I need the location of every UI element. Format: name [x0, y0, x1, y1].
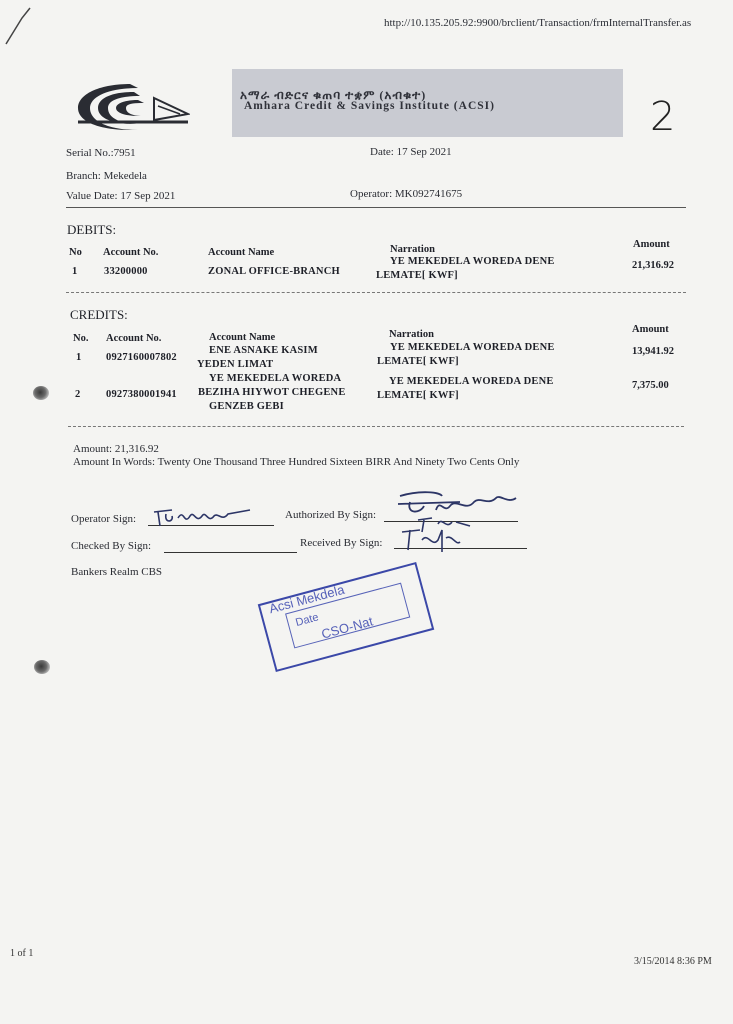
- credit-row2-account-name-line2: BEZIHA HIYWOT CHEGENE: [198, 387, 346, 398]
- operator-sign-label: Operator Sign:: [71, 513, 137, 525]
- debit-row-narration-line1: YE MEKEDELA WOREDA DENE: [390, 256, 555, 267]
- credit-row1-account-name-line1: ENE ASNAKE KASIM: [209, 345, 318, 356]
- operator-label: Operator:: [350, 188, 393, 200]
- office-stamp: [258, 562, 435, 672]
- credit-row2-no: 2: [75, 389, 81, 400]
- serial-value: 7951: [113, 147, 136, 159]
- debits-title: DEBITS:: [67, 222, 117, 237]
- acsi-logo: [70, 78, 190, 136]
- total-amount: [73, 443, 159, 455]
- checked-sign-line: [164, 552, 297, 553]
- page-count: 1 of 1: [10, 948, 34, 959]
- credit-row2-amount: 7,375.00: [632, 380, 669, 391]
- credit-row1-account-no: 0927160007802: [106, 352, 177, 363]
- debit-row-account-no: 33200000: [104, 266, 148, 277]
- total-amount-value: 21,316.92: [114, 443, 159, 455]
- serial-number: [66, 147, 136, 159]
- credit-row1-amount: 13,941.92: [632, 346, 674, 357]
- credit-row2-account-name-line3: GENZEB GEBI: [209, 401, 284, 412]
- credit-row1-narration-line2: LEMATE[ KWF]: [377, 356, 459, 367]
- handwritten-page-number: 2: [650, 94, 676, 140]
- header-divider: [66, 207, 686, 208]
- operator-value: MK092741675: [394, 188, 463, 200]
- branch-value: Mekedela: [103, 170, 147, 182]
- debits-divider: [66, 292, 686, 293]
- credit-row2-narration-line2: LEMATE[ KWF]: [377, 390, 459, 401]
- value-date-label: Value Date:: [66, 190, 118, 202]
- pen-mark: [0, 0, 40, 50]
- value-date: [66, 190, 175, 202]
- system-name: Bankers Realm CBS: [71, 566, 163, 578]
- debit-row-amount: 21,316.92: [632, 260, 674, 271]
- debit-row-no: 1: [72, 266, 78, 277]
- debit-row-account-name: ZONAL OFFICE-BRANCH: [208, 266, 340, 277]
- credit-row2-account-name-line1: YE MEKEDELA WOREDA: [209, 373, 342, 384]
- print-timestamp: 3/15/2014 8:36 PM: [634, 956, 712, 967]
- operator-signature: [150, 500, 270, 530]
- debits-col-amount: Amount: [633, 239, 670, 250]
- debits-col-account-name: Account Name: [208, 247, 275, 258]
- binder-hole-bottom: [34, 660, 50, 674]
- received-signature: [398, 522, 468, 556]
- stamp-cso-text: CSO-Nat: [319, 613, 375, 642]
- debits-col-no: No: [69, 247, 82, 258]
- amount-in-words-label: Amount In Words:: [73, 456, 156, 468]
- credit-row2-account-no: 0927380001941: [106, 389, 177, 400]
- debits-col-account-no: Account No.: [103, 247, 159, 258]
- debit-row-narration-line2: LEMATE[ KWF]: [376, 270, 458, 281]
- serial-label: Serial No.:: [66, 147, 114, 159]
- total-amount-label: Amount:: [73, 443, 113, 455]
- source-url: http://10.135.205.92:9900/brclient/Transaction/frmInternalTransfer.as: [384, 17, 692, 29]
- operator: [350, 188, 462, 200]
- credits-col-account-name: Account Name: [209, 332, 276, 343]
- transaction-date: [370, 146, 452, 158]
- credits-col-amount: Amount: [632, 324, 669, 335]
- credits-col-no: No.: [73, 333, 89, 344]
- credit-row1-narration-line1: YE MEKEDELA WOREDA DENE: [390, 342, 555, 353]
- credits-title: CREDITS:: [70, 307, 128, 322]
- value-date-value: 17 Sep 2021: [120, 190, 176, 202]
- credit-row1-account-name-line2: YEDEN LIMAT: [197, 359, 274, 370]
- amount-in-words: [73, 456, 519, 468]
- institution-name-english: Amhara Credit & Savings Institute (ACSI): [244, 100, 495, 112]
- binder-hole-top: [33, 386, 49, 400]
- credit-row1-no: 1: [76, 352, 82, 363]
- checked-sign-label: Checked By Sign:: [71, 540, 152, 552]
- date-value: 17 Sep 2021: [396, 146, 452, 158]
- credit-row2-narration-line1: YE MEKEDELA WOREDA DENE: [389, 376, 554, 387]
- date-label: Date:: [370, 146, 394, 158]
- branch: [66, 170, 147, 182]
- institution-name-amharic: አማራ ብድርና ቁጠባ ተቋም (አብቁተ): [240, 88, 427, 102]
- received-sign-label: Received By Sign:: [300, 537, 383, 549]
- stamp-office-text: Acsi Mekdela: [267, 581, 346, 617]
- debits-col-narration: Narration: [390, 244, 435, 255]
- stamp-date-text: Date: [294, 611, 320, 629]
- amount-in-words-value: Twenty One Thousand Three Hundred Sixteen BIRR And Ninety Two Cents Only: [157, 456, 520, 468]
- branch-label: Branch:: [66, 170, 101, 182]
- credits-col-account-no: Account No.: [106, 333, 162, 344]
- credits-col-narration: Narration: [389, 329, 434, 340]
- authorized-sign-label: Authorized By Sign:: [285, 509, 377, 521]
- credits-divider: [68, 426, 684, 427]
